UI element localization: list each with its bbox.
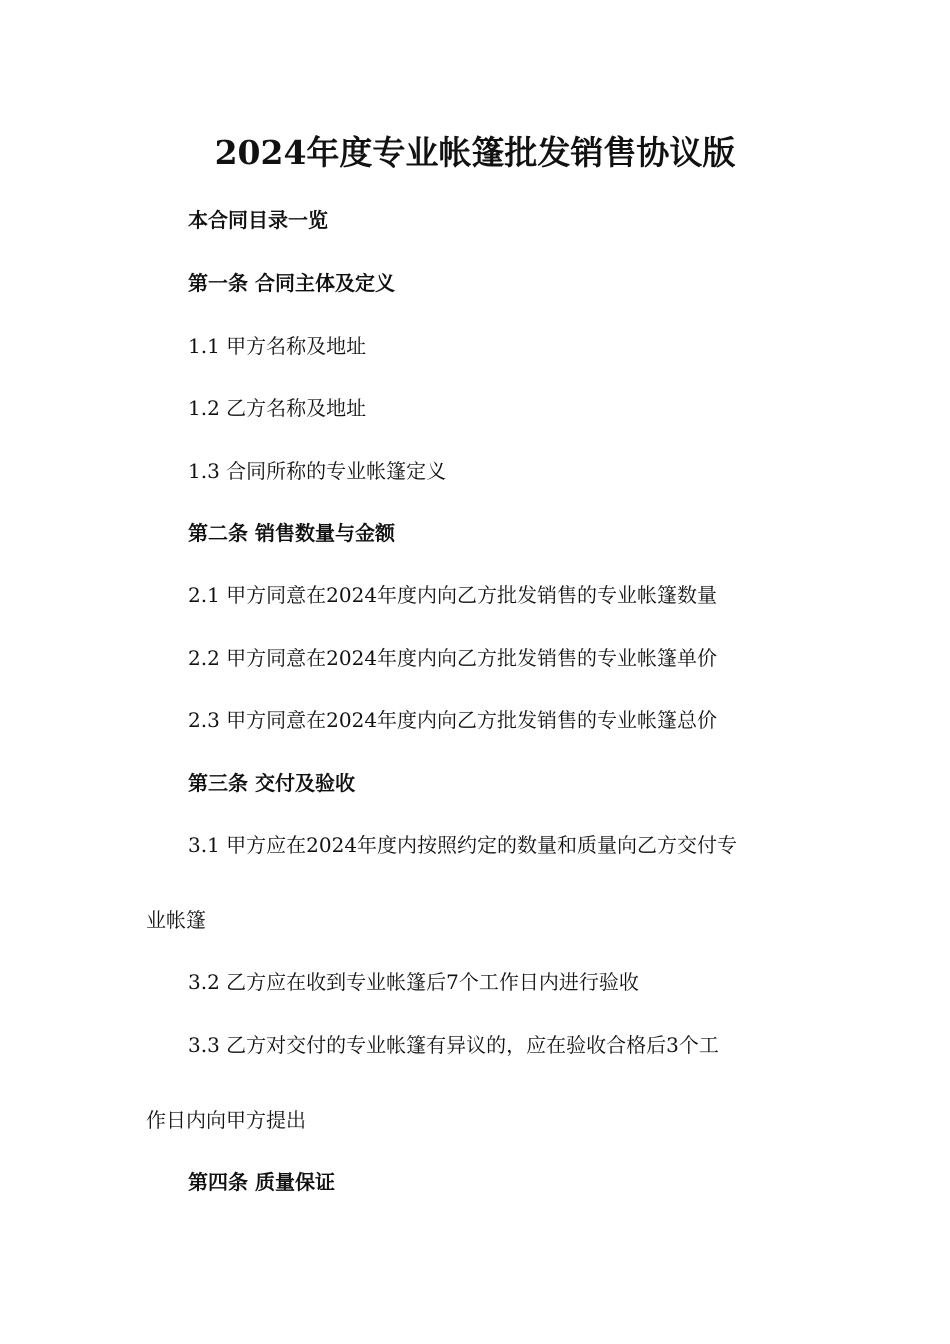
clause-2-2: 2.2 甲方同意在2024年度内向乙方批发销售的专业帐篷单价 [188,646,718,670]
clause-2-1: 2.1 甲方同意在2024年度内向乙方批发销售的专业帐篷数量 [188,583,718,607]
clause-3-3-line2: 作日内向甲方提出 [146,1108,306,1132]
clause-3-1-line1: 3.1 甲方应在2024年度内按照约定的数量和质量向乙方交付专 [188,833,738,857]
section-4-heading: 第四条 质量保证 [188,1170,335,1194]
clause-1-2: 1.2 乙方名称及地址 [188,396,367,420]
clause-2-3: 2.3 甲方同意在2024年度内向乙方批发销售的专业帐篷总价 [188,708,718,732]
document-title: 2024年度专业帐篷批发销售协议版 [214,133,736,172]
toc-heading: 本合同目录一览 [188,208,328,232]
section-1-heading: 第一条 合同主体及定义 [188,271,395,295]
clause-3-1-line2: 业帐篷 [146,908,206,932]
section-3-heading: 第三条 交付及验收 [188,771,355,795]
clause-1-1: 1.1 甲方名称及地址 [188,334,367,358]
clause-3-2: 3.2 乙方应在收到专业帐篷后7个工作日内进行验收 [188,970,639,994]
clause-3-3-line1: 3.3 乙方对交付的专业帐篷有异议的，应在验收合格后3个工 [188,1033,719,1057]
section-2-heading: 第二条 销售数量与金额 [188,521,395,545]
clause-1-3: 1.3 合同所称的专业帐篷定义 [188,459,447,483]
